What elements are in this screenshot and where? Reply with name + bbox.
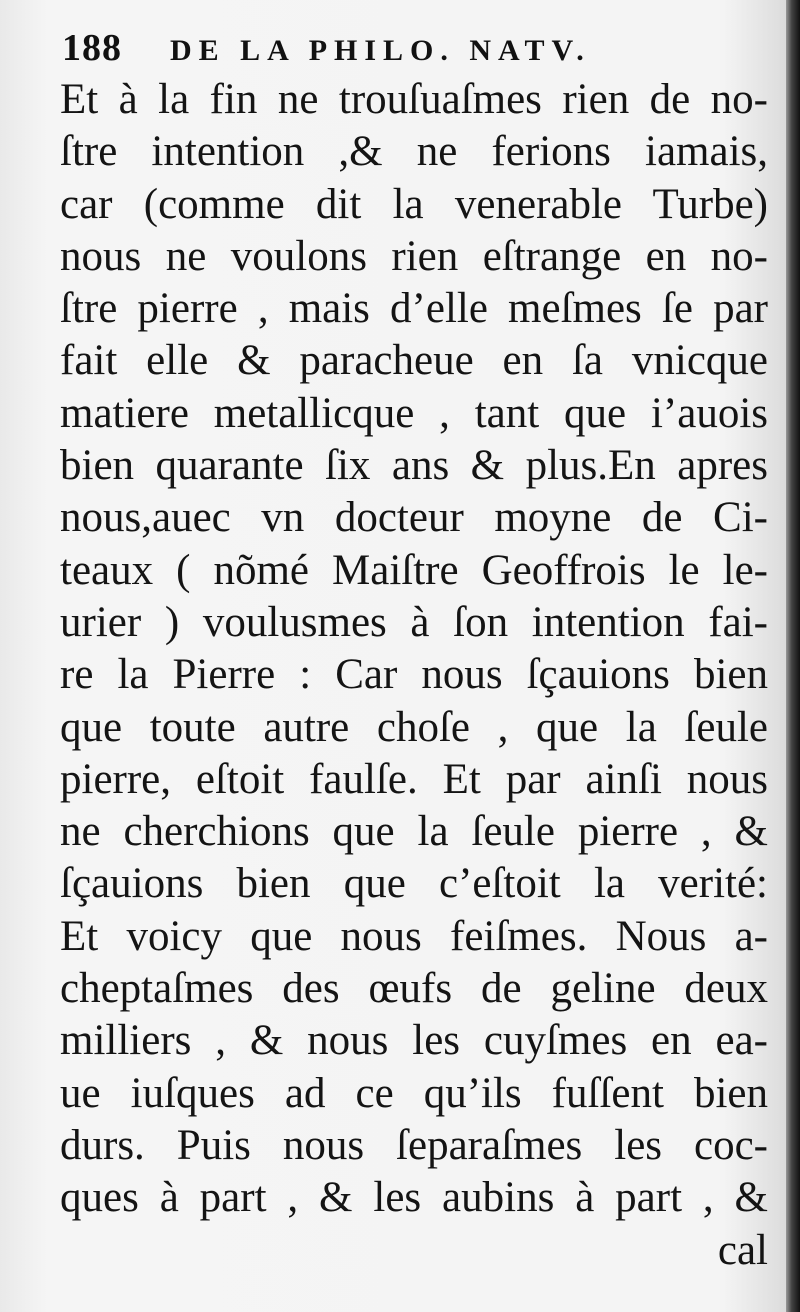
text-line: ne cherchions que la ſeule pierre , & <box>60 808 768 856</box>
text-line: que toute autre choſe , que la ſeule <box>60 703 768 751</box>
body-text <box>60 74 768 1277</box>
text-line: re la Pierre : Car nous ſçauions bien <box>60 651 768 699</box>
text-line: pierre, eſtoit faulſe. Et par ainſi nous <box>60 755 768 803</box>
text-line: cheptaſmes des œufs de geline deux <box>60 965 768 1013</box>
running-head: DE LA PHILO. NATV. <box>170 34 591 67</box>
page-header <box>62 24 762 76</box>
text-line: fait elle & paracheue en ſa vnicque <box>60 337 768 385</box>
text-line: bien quarante ſix ans & plus.En apres <box>60 442 768 490</box>
text-line: nous,auec vn docteur moyne de Ci- <box>60 494 768 542</box>
text-line: ſçauions bien que c’eſtoit la verité: <box>60 860 768 908</box>
text-line: durs. Puis nous ſeparaſmes les coc- <box>60 1121 768 1169</box>
text-line: nous ne voulons rien eſtrange en no- <box>60 232 768 280</box>
text-line: Et voicy que nous feiſmes. Nous a- <box>60 912 768 960</box>
text-line: ue iuſques ad ce qu’ils fuſſent bien <box>60 1069 768 1117</box>
text-line: ſtre pierre , mais d’elle meſmes ſe par <box>60 285 768 333</box>
page-edge-shadow <box>786 0 800 1312</box>
text-line: matiere metallicque , tant que i’auois <box>60 389 768 437</box>
text-line: car (comme dit la venerable Turbe) <box>60 180 768 228</box>
text-line: Et à la fin ne trouſuaſmes rien de no- <box>60 76 768 123</box>
text-line: urier ) voulusmes à ſon intention fai- <box>60 598 768 646</box>
text-line: ſtre intention ,& ne ferions iamais, <box>60 128 768 176</box>
text-line: ques à part , & les aubins à part , & <box>60 1174 768 1222</box>
catchword: cal <box>717 1226 768 1274</box>
text-line: milliers , & nous les cuyſmes en ea- <box>60 1017 768 1065</box>
text-line: teaux ( nõmé Maiſtre Geoffrois le le- <box>60 546 768 594</box>
page-number: 188 <box>62 27 122 69</box>
